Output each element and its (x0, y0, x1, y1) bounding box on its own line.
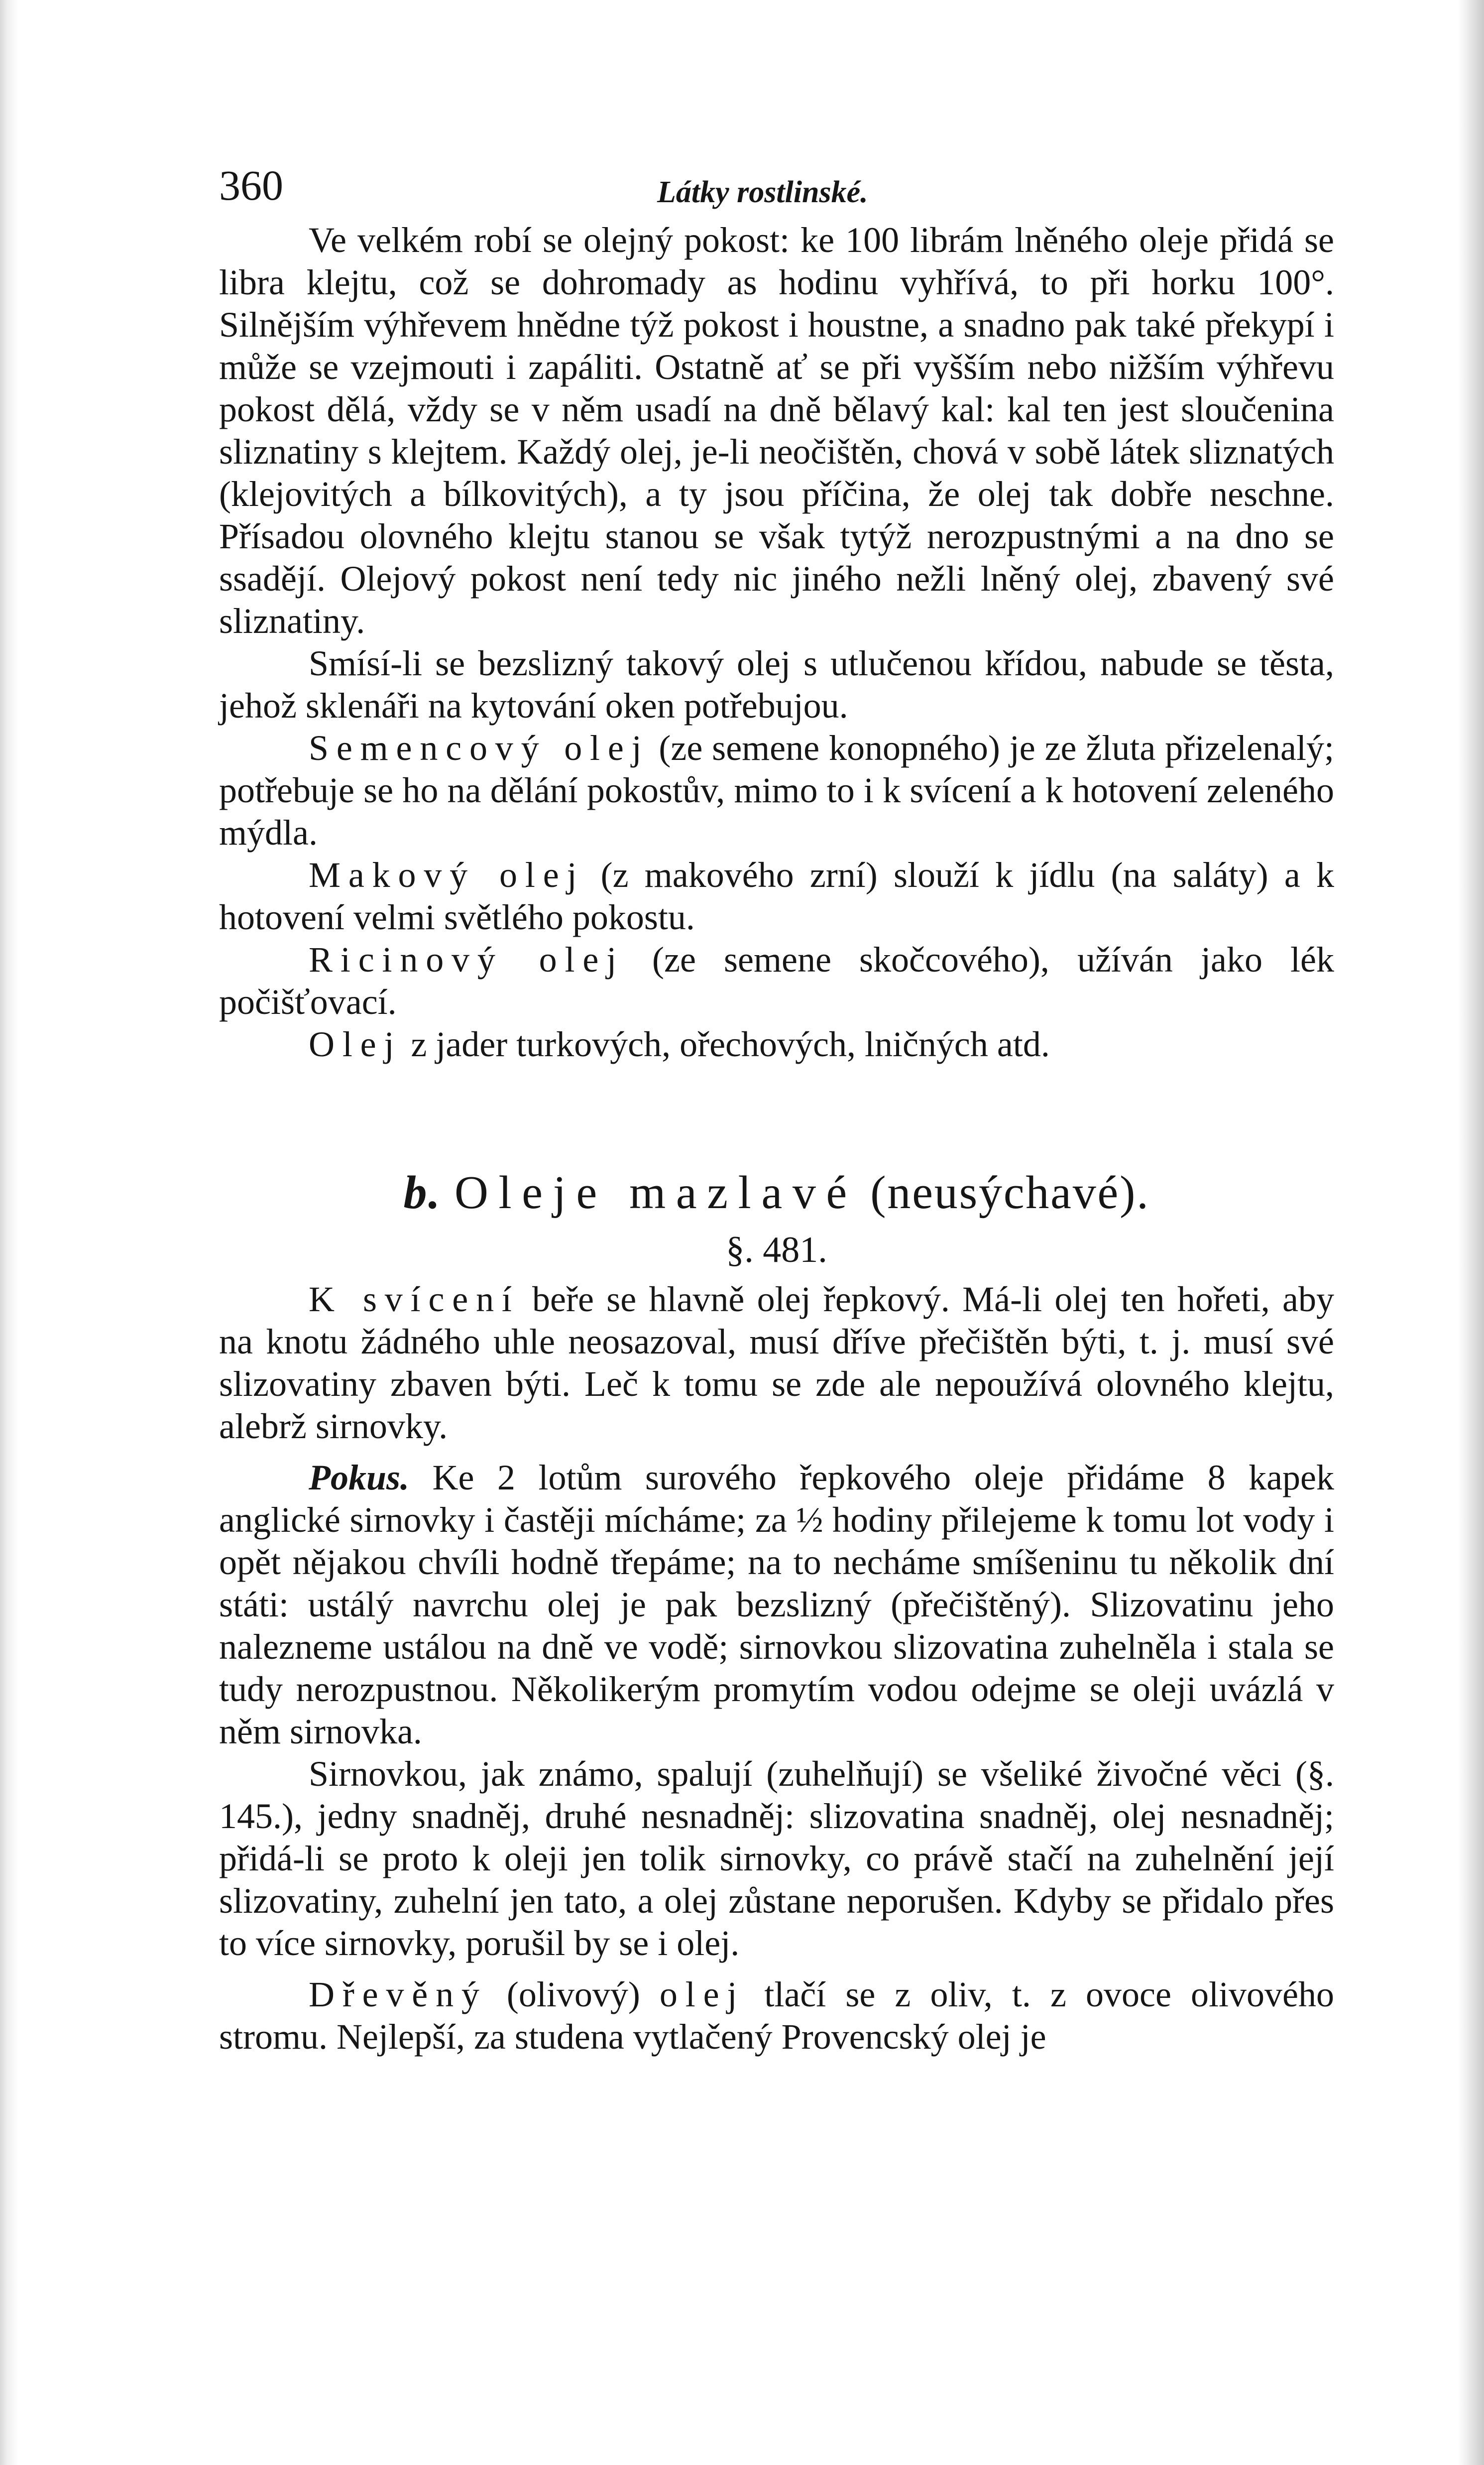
text-jadra: z jader turkových, ořechových, lničných atd. (402, 1024, 1050, 1064)
running-head: Látky rostlinské. (657, 175, 868, 209)
book-page (219, 161, 1335, 2058)
section-title-rest: (neusýchavé). (857, 1167, 1150, 1219)
paragraph-pokus (219, 1457, 1334, 1753)
term-olej-2: olej (659, 1974, 745, 2014)
paragraph-jadra (219, 1023, 1334, 1066)
text-olivovy: (olivový) (487, 1974, 660, 2014)
term-semencovy: Semencový olej (309, 728, 650, 768)
text-drevenny: tlačí se z oliv, t. z ovoce olivového stromu. Nejlepší, za studena vytlačený Provencský olej je (219, 1974, 1334, 2057)
term-ricinovy: Ricinový olej (309, 940, 624, 980)
text-pokus: Ke 2 lotům surového řepkového oleje přidáme 8 kapek anglické sirnovky i častěji mícháme; za ½ hodiny přilejeme k tomu lot vody i opět nějakou chvíli hodně třepáme; na to necháme smíšeninu tu několik dní státi: ustálý navrchu olej je pak bezslizný (přečištěný). Slizovatinu jeho nalezneme ustálou na dně ve vodě; sirnovkou slizovatina zuhelněla i stala se tudy nerozpustnou. Několikerým promytím vodou odejme se oleji uvázlá v něm sirnovka. (219, 1458, 1334, 1751)
page-edge-right (1458, 0, 1484, 2465)
paragraph-makovy (219, 854, 1334, 939)
paragraph-sirnovka: Sirnovkou, jak známo, spalují (zuhelňují) se všeliké živočné věci (§. 145.), jedny snadněj, druhé nesnadněj: slizovatina snadněj, olej nesnadněj; přidá-li se proto k oleji jen tolik sirnovky, co právě stačí na zuhelnění její slizovatiny, zuhelní jen tato, a olej zůstane neporušen. Kdyby se přidalo přes to více sirnovky, porušil by se i olej. (219, 1754, 1334, 1963)
paragraph-pokost: Ve velkém robí se olejný pokost: ke 100 librám lněného oleje přidá se libra klejtu, což se dohromady as hodinu vyhřívá, to při horku 100°. Silnějším výhřevem hnědne týž pokost i houstne, a snadno pak také překypí i může se vzejmouti i zapáliti. Ostatně ať se při vyšším nebo nižším výhřevu pokost dělá, vždy se v něm usadí na dně bělavý kal: kal ten jest sloučenina sliznatiny s klejtem. Každý olej, je-li neočištěn, chová v sobě látek sliznatých (klejovitých a bílkovitých), a ty jsou příčina, že olej tak dobře neschne. Přísadou olovného klejtu stanou se však tytýž nerozpustnými a na dno se ssadějí. Olejový pokost není tedy nic jiného nežli lněný olej, zbavený své sliznatiny. (219, 220, 1334, 641)
paragraph-drevenny (219, 1973, 1334, 2058)
section-title-spaced: Oleje mazlavé (454, 1167, 857, 1219)
section-letter: b. (403, 1167, 442, 1219)
page-header (219, 161, 1334, 219)
page-number: 360 (219, 161, 283, 209)
term-makovy: Makový olej (309, 855, 585, 895)
term-olej: Olej (309, 1024, 402, 1064)
term-sviceni: K svícení (309, 1279, 520, 1319)
section-heading (219, 1165, 1334, 1220)
label-pokus: Pokus. (309, 1458, 410, 1497)
paragraph-number: §. 481. (726, 1230, 827, 1270)
text-ricinovy: (ze semene skočcového), užíván jako lék počišťovací. (219, 940, 1334, 1022)
page-edge-left (0, 0, 19, 2465)
text-sviceni: beře se hlavně olej řepkový. Má-li olej ten hořeti, aby na knotu žádného uhle neosazoval, musí dříve přečištěn býti, t. j. musí své slizovatiny zbaven býti. Leč k tomu se zde ale nepoužívá olovného klejtu, alebrž sirnovky. (219, 1279, 1335, 1446)
paragraph-tmel: Smísí-li se bezslizný takový olej s utlučenou křídou, nabude se těsta, jehož sklenáři na kytování oken potřebujou. (219, 643, 1334, 726)
paragraph-sviceni (219, 1278, 1334, 1448)
paragraph-ricinovy (219, 939, 1334, 1023)
term-drevenny: Dřevěný (309, 1974, 487, 2014)
paragraph-semencovy (219, 727, 1334, 854)
text-semencovy: (ze semene konopného) je ze žluta přizelenalý; potřebuje se ho na dělání pokostův, mimo to i k svícení a k hotovení zeleného mýdla. (219, 728, 1334, 853)
text-makovy: (z makového zrní) slouží k jídlu (na saláty) a k hotovení velmi světlého pokostu. (219, 855, 1334, 937)
